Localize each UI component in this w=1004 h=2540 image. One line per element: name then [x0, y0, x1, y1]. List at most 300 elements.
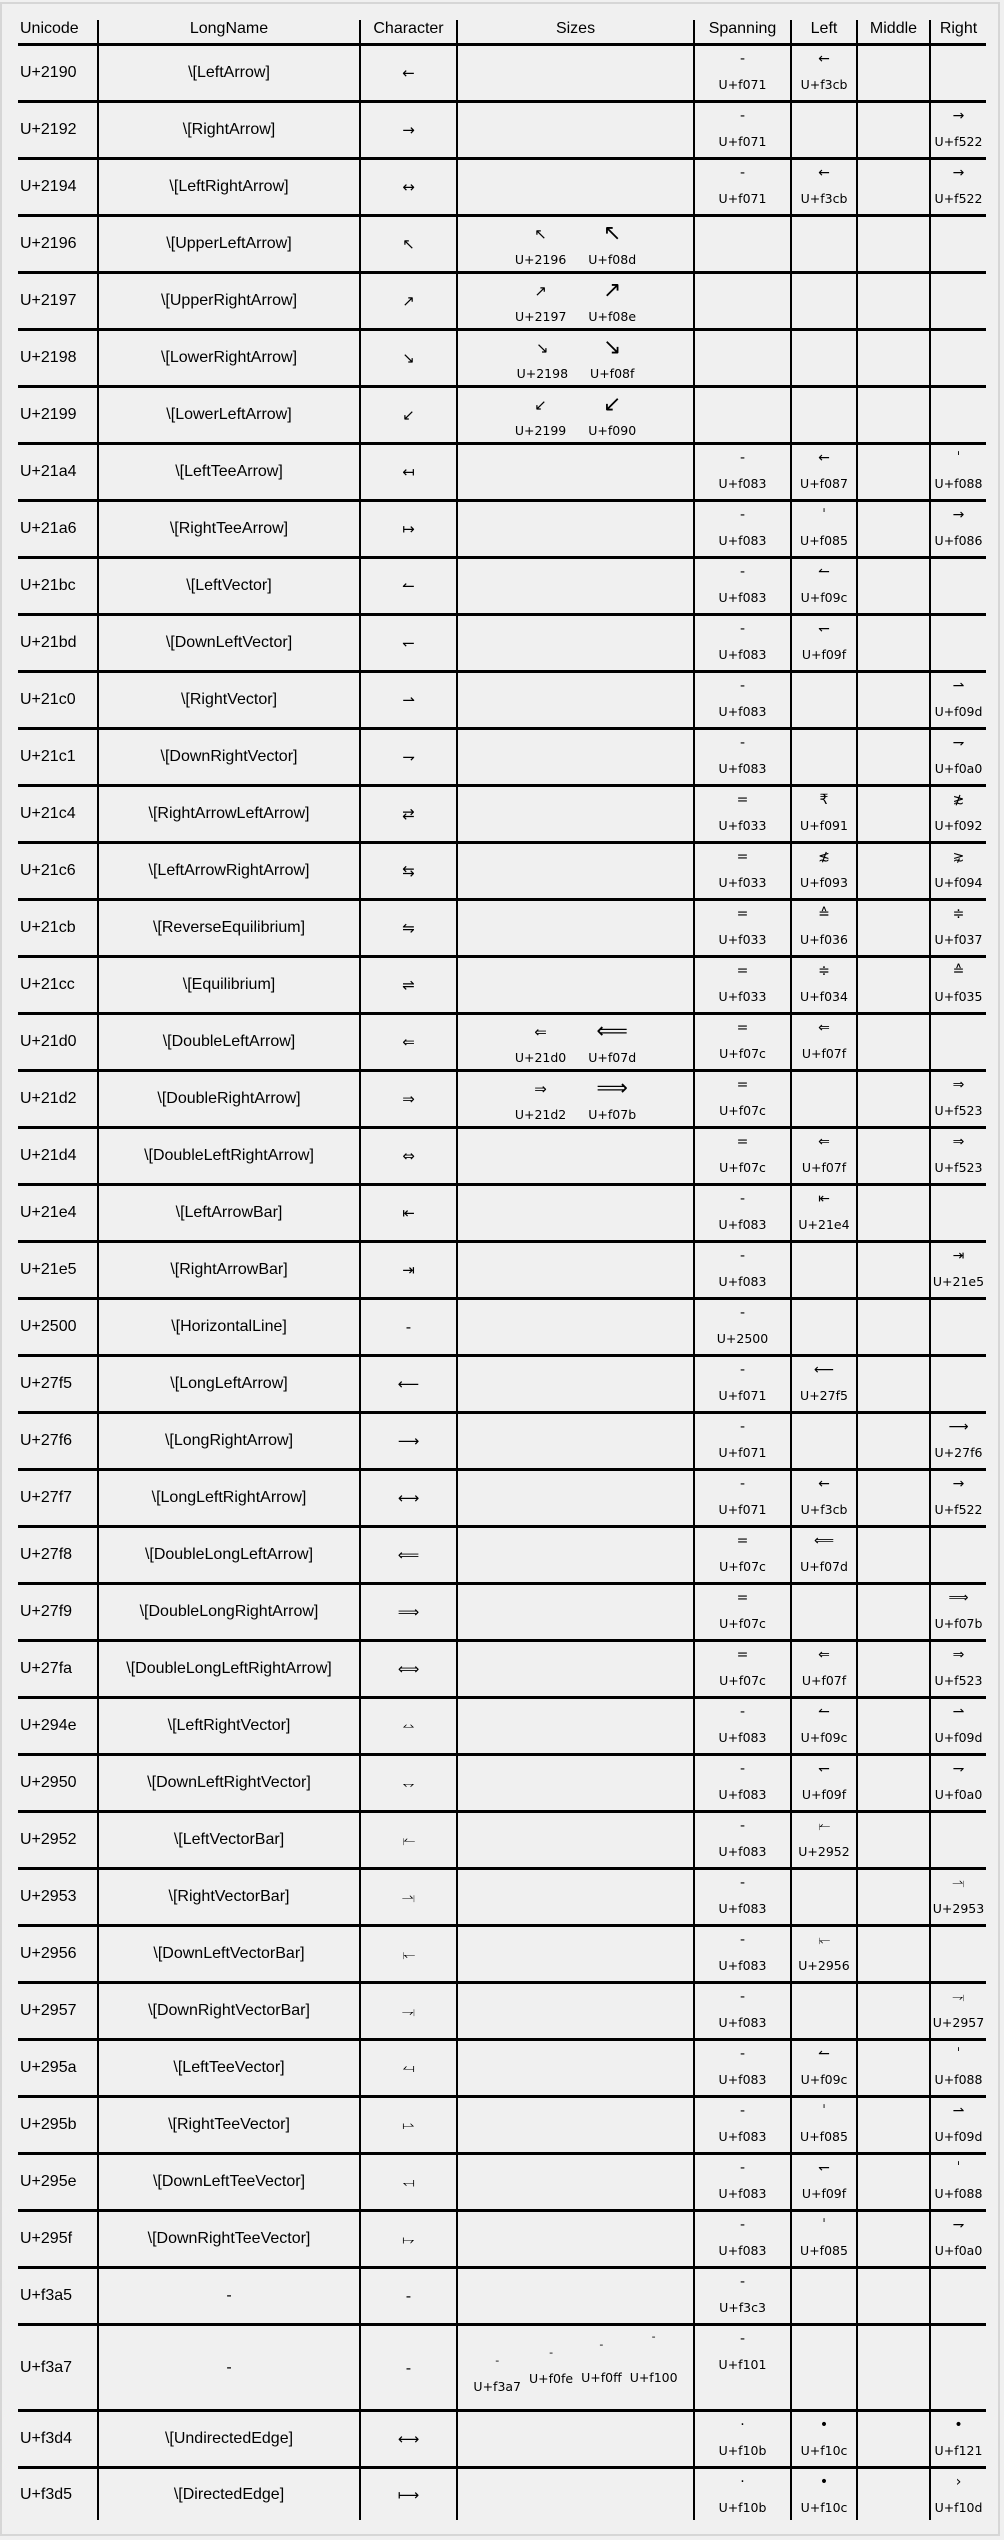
size-variant-code: U+f07d	[588, 1050, 637, 1065]
left-cell-glyph: ←	[818, 165, 830, 181]
spanning-cell	[693, 1129, 790, 1183]
longname-cell: \[DownLeftVectorBar]	[97, 1927, 359, 1981]
right-cell	[929, 1984, 986, 2038]
unicode-cell: U+295b	[20, 2116, 77, 2133]
middle-cell	[856, 787, 929, 841]
character-glyph: ⇒	[402, 1090, 415, 1108]
character-cell	[359, 103, 456, 157]
longname-cell: \[DoubleLeftArrow]	[97, 1015, 359, 1069]
sizes-cell	[456, 160, 693, 214]
character-cell	[359, 2098, 456, 2152]
spanning-cell-glyph: =	[736, 792, 749, 808]
middle-cell	[856, 1471, 929, 1525]
longname-cell: \[RightTeeVector]	[97, 2098, 359, 2152]
longname-cell: \[DoubleLongLeftArrow]	[97, 1528, 359, 1582]
spanning-cell	[693, 388, 790, 442]
unicode-cell: U+295e	[20, 2173, 77, 2190]
size-variant-glyph: -	[549, 2346, 554, 2359]
table-row	[18, 1243, 986, 1300]
right-cell	[929, 2212, 986, 2266]
left-cell-glyph: ←	[818, 450, 830, 466]
left-cell-code: U+f07f	[801, 1673, 847, 1688]
header-spanning: Spanning	[693, 20, 790, 43]
left-cell	[790, 1471, 856, 1525]
right-cell	[929, 1072, 986, 1126]
size-variant-code: U+f0ff	[581, 2370, 622, 2385]
right-cell	[929, 616, 986, 670]
size-variant	[588, 1019, 636, 1065]
right-cell-code: U+f10d	[934, 2500, 983, 2515]
character-cell	[359, 1528, 456, 1582]
left-cell	[790, 1129, 856, 1183]
table-row	[18, 46, 986, 103]
character-cell	[359, 1870, 456, 1924]
left-cell	[790, 388, 856, 442]
table-row	[18, 1927, 986, 1984]
left-cell	[790, 502, 856, 556]
left-cell	[790, 673, 856, 727]
character-cell	[359, 1699, 456, 1753]
size-variant-code: U+21d0	[514, 1050, 567, 1065]
spanning-cell-glyph: ·	[740, 2417, 745, 2433]
longname-cell: \[LongLeftArrow]	[97, 1357, 359, 1411]
sizes-cell	[456, 1129, 693, 1183]
right-cell	[929, 331, 986, 385]
right-cell-glyph: ≑	[952, 906, 965, 922]
character-cell	[359, 445, 456, 499]
right-cell-glyph: →	[952, 165, 965, 181]
character-cell	[359, 1357, 456, 1411]
longname-cell: \[DownLeftRightVector]	[97, 1756, 359, 1810]
spanning-cell-glyph: -	[739, 165, 746, 181]
longname-cell: \[LeftVectorBar]	[97, 1813, 359, 1867]
unicode-cell: U+21a4	[20, 463, 77, 480]
middle-cell	[856, 1300, 929, 1354]
character-cell	[359, 502, 456, 556]
character-glyph: ←	[402, 64, 415, 82]
spanning-cell	[693, 1471, 790, 1525]
right-cell	[929, 559, 986, 613]
table-row	[18, 217, 986, 274]
middle-cell	[856, 1186, 929, 1240]
character-glyph: ⇌	[402, 976, 415, 994]
longname-cell: \[RightTeeArrow]	[97, 502, 359, 556]
size-variant-glyph: ↘	[536, 339, 549, 357]
table-row	[18, 1585, 986, 1642]
spanning-cell-code: U+f083	[718, 2072, 767, 2087]
right-cell	[929, 1357, 986, 1411]
left-cell	[790, 103, 856, 157]
character-cell	[359, 1585, 456, 1639]
character-glyph: ⟵	[397, 1375, 420, 1393]
table-row	[18, 331, 986, 388]
middle-cell	[856, 616, 929, 670]
spanning-cell-code: U+f083	[718, 647, 767, 662]
middle-cell	[856, 1984, 929, 2038]
sizes-cell	[456, 1300, 693, 1354]
sizes-cell	[456, 2469, 693, 2520]
spanning-cell-glyph: =	[736, 1077, 749, 1093]
size-variant-code: U+f090	[588, 423, 637, 438]
right-cell	[929, 844, 986, 898]
spanning-cell	[693, 1984, 790, 2038]
longname-cell: \[LeftRightVector]	[97, 1699, 359, 1753]
left-cell-code: U+f036	[800, 932, 848, 947]
spanning-cell-glyph: -	[739, 621, 746, 637]
spanning-cell-glyph: -	[739, 1419, 746, 1435]
longname-cell: \[LeftArrowRightArrow]	[97, 844, 359, 898]
sizes-cell	[456, 730, 693, 784]
left-cell	[790, 730, 856, 784]
size-variant	[515, 221, 566, 267]
sizes-cell	[456, 274, 693, 328]
spanning-cell	[693, 787, 790, 841]
table-header-row	[18, 20, 986, 46]
character-glyph: -	[405, 2358, 412, 2377]
spanning-cell-code: U+f033	[718, 989, 767, 1004]
unicode-cell: U+294e	[20, 1717, 77, 1734]
character-cell	[359, 2041, 456, 2095]
spanning-cell-glyph: =	[736, 849, 749, 865]
unicode-cell: U+f3d4	[20, 2430, 73, 2447]
table-row	[18, 1357, 986, 1414]
character-cell	[359, 844, 456, 898]
longname-cell: \[RightArrowBar]	[97, 1243, 359, 1297]
right-cell	[929, 2155, 986, 2209]
spanning-cell	[693, 1414, 790, 1468]
header-left: Left	[790, 20, 856, 43]
spanning-cell-code: U+f083	[718, 1787, 767, 1802]
right-cell-code: U+21e5	[932, 1274, 985, 1289]
left-cell-code: U+f07f	[801, 1046, 847, 1061]
spanning-cell	[693, 2326, 790, 2409]
spanning-cell-code: U+f101	[718, 2357, 767, 2372]
right-cell-code: U+f0a0	[934, 1787, 983, 1802]
spanning-cell	[693, 1756, 790, 1810]
unicode-cell: U+21d4	[20, 1147, 77, 1164]
character-glyph: ↔	[402, 178, 415, 196]
spanning-cell-code: U+f083	[718, 2186, 767, 2201]
unicode-cell: U+2500	[20, 1318, 77, 1335]
left-cell	[790, 2041, 856, 2095]
right-cell-code: U+f092	[934, 818, 983, 833]
unicode-cell: U+2198	[20, 349, 77, 366]
middle-cell	[856, 1585, 929, 1639]
spanning-cell-glyph: -	[739, 1818, 746, 1834]
size-variant-glyph: ↗	[534, 282, 547, 300]
character-glyph: ⇋	[402, 919, 415, 937]
character-cell	[359, 901, 456, 955]
right-cell	[929, 1243, 986, 1297]
character-glyph: ↗	[402, 292, 415, 310]
right-cell	[929, 1471, 986, 1525]
longname-cell: \[DownLeftTeeVector]	[97, 2155, 359, 2209]
unicode-cell: U+27fa	[20, 1660, 73, 1677]
character-cell	[359, 616, 456, 670]
unicode-cell: U+21cc	[20, 976, 75, 993]
spanning-cell-code: U+f07c	[719, 1616, 766, 1631]
left-cell-glyph: ←	[818, 1476, 830, 1492]
size-variant	[473, 2348, 521, 2394]
unicode-cell: U+21c4	[20, 805, 76, 822]
sizes-cell	[456, 2041, 693, 2095]
middle-cell	[856, 1927, 929, 1981]
spanning-cell	[693, 445, 790, 499]
left-cell-code: U+2952	[798, 1844, 850, 1859]
left-cell-glyph: ↽	[818, 2160, 830, 2176]
unicode-cell: U+2194	[20, 178, 77, 195]
longname-cell: \[DownLeftVector]	[97, 616, 359, 670]
size-variant	[515, 1019, 566, 1065]
left-cell-code: U+f087	[800, 476, 848, 491]
right-cell-code: U+f035	[934, 989, 983, 1004]
right-cell	[929, 2269, 986, 2323]
character-cell	[359, 388, 456, 442]
left-cell	[790, 2412, 856, 2466]
sizes-cell	[456, 2212, 693, 2266]
character-cell	[359, 1756, 456, 1810]
character-glyph: ⥗	[401, 2002, 416, 2020]
middle-cell	[856, 160, 929, 214]
character-glyph: ⇀	[402, 691, 415, 709]
middle-cell	[856, 2155, 929, 2209]
middle-cell	[856, 901, 929, 955]
spanning-cell	[693, 46, 790, 100]
table-row	[18, 1528, 986, 1585]
character-cell	[359, 1072, 456, 1126]
right-cell	[929, 388, 986, 442]
spanning-cell-glyph: -	[739, 1932, 746, 1948]
right-cell	[929, 46, 986, 100]
unicode-cell: U+2190	[20, 64, 77, 81]
unicode-cell: U+21c1	[20, 748, 76, 765]
longname-cell: \[DoubleLeftRightArrow]	[97, 1129, 359, 1183]
longname-cell: \[DoubleRightArrow]	[97, 1072, 359, 1126]
right-cell-code: U+f523	[934, 1103, 983, 1118]
left-cell	[790, 958, 856, 1012]
spanning-cell	[693, 1186, 790, 1240]
spanning-cell-code: U+f071	[718, 77, 767, 92]
header-sizes: Sizes	[456, 20, 693, 43]
left-cell-code: U+f07f	[801, 1160, 847, 1175]
sizes-cell	[456, 1813, 693, 1867]
sizes-cell	[456, 217, 693, 271]
table-row	[18, 1756, 986, 1813]
longname-cell: \[RightArrowLeftArrow]	[97, 787, 359, 841]
right-cell	[929, 901, 986, 955]
right-cell-glyph: ˈ	[956, 450, 961, 466]
spanning-cell	[693, 958, 790, 1012]
spanning-cell-glyph: -	[739, 1191, 746, 1207]
middle-cell	[856, 1015, 929, 1069]
sizes-cell	[456, 1642, 693, 1696]
header-character: Character	[359, 20, 456, 43]
character-cell	[359, 1642, 456, 1696]
right-cell-code: U+f037	[934, 932, 983, 947]
table-row	[18, 2041, 986, 2098]
longname-cell: \[LowerRightArrow]	[97, 331, 359, 385]
spanning-cell-glyph: -	[739, 1248, 746, 1264]
header-right: Right	[929, 20, 986, 43]
left-cell	[790, 1585, 856, 1639]
left-cell-glyph: ⇤	[818, 1191, 830, 1207]
size-variant-code: U+21d2	[514, 1107, 567, 1122]
size-variant-code: U+f08e	[588, 309, 637, 324]
left-cell	[790, 1414, 856, 1468]
unicode-cell: U+f3a5	[20, 2287, 73, 2304]
right-cell-glyph: ⇥	[952, 1248, 965, 1264]
middle-cell	[856, 2326, 929, 2409]
spanning-cell-glyph: -	[739, 1362, 746, 1378]
left-cell	[790, 844, 856, 898]
spanning-cell	[693, 1072, 790, 1126]
character-glyph: ↤	[402, 463, 415, 481]
sizes-cell	[456, 2326, 693, 2409]
unicode-cell: U+21c0	[20, 691, 76, 708]
character-glyph: ⇐	[402, 1033, 415, 1051]
spanning-cell-code: U+f083	[718, 1958, 767, 1973]
middle-cell	[856, 1756, 929, 1810]
table-row	[18, 2269, 986, 2326]
left-cell-code: U+f07d	[800, 1559, 848, 1574]
spanning-cell-glyph: -	[739, 1476, 746, 1492]
sizes-cell	[456, 46, 693, 100]
size-variant	[515, 278, 566, 324]
left-cell	[790, 1072, 856, 1126]
spanning-cell-code: U+f083	[718, 761, 767, 776]
right-cell-glyph: •	[954, 2417, 963, 2433]
character-cell	[359, 1927, 456, 1981]
sizes-cell	[456, 1528, 693, 1582]
middle-cell	[856, 388, 929, 442]
left-cell-code: U+f09f	[801, 2186, 847, 2201]
unicode-cell: U+2952	[20, 1831, 77, 1848]
right-cell-code: U+f094	[934, 875, 983, 890]
left-cell-code: U+f10c	[800, 2443, 848, 2458]
right-cell-glyph: →	[952, 1476, 965, 1492]
character-cell	[359, 958, 456, 1012]
right-cell	[929, 673, 986, 727]
longname-cell: \[LowerLeftArrow]	[97, 388, 359, 442]
left-cell	[790, 46, 856, 100]
table-row	[18, 1129, 986, 1186]
character-cell	[359, 1813, 456, 1867]
character-cell	[359, 787, 456, 841]
size-variant-glyph: -	[651, 2330, 656, 2343]
middle-cell	[856, 103, 929, 157]
right-cell-glyph: ⇒	[952, 1077, 965, 1093]
character-glyph: ⥟	[402, 2230, 415, 2248]
size-variant	[590, 335, 634, 381]
unicode-cell: U+2956	[20, 1945, 77, 1962]
right-cell	[929, 1528, 986, 1582]
right-cell	[929, 1756, 986, 1810]
unicode-cell: U+295a	[20, 2059, 77, 2076]
character-cell	[359, 673, 456, 727]
header-unicode: Unicode	[20, 20, 79, 37]
character-cell	[359, 1300, 456, 1354]
unicode-cell: U+f3d5	[20, 2485, 73, 2503]
left-cell-code: U+27f5	[800, 1388, 848, 1403]
left-cell-glyph: •	[819, 2417, 829, 2433]
right-cell-glyph: ⋧	[952, 849, 965, 865]
left-cell	[790, 445, 856, 499]
left-cell-glyph: ↼	[818, 1704, 830, 1720]
middle-cell	[856, 46, 929, 100]
longname-cell: \[UpperRightArrow]	[97, 274, 359, 328]
spanning-cell	[693, 1813, 790, 1867]
left-cell-code: U+f085	[800, 533, 848, 548]
right-cell	[929, 1414, 986, 1468]
spanning-cell-glyph: -	[739, 678, 746, 694]
table-row	[18, 673, 986, 730]
right-cell	[929, 1813, 986, 1867]
left-cell-glyph: ←	[818, 51, 830, 67]
right-cell-glyph: ⇀	[952, 2103, 965, 2119]
sizes-cell	[456, 958, 693, 1012]
unicode-cell: U+27f5	[20, 1375, 73, 1392]
middle-cell	[856, 2469, 929, 2520]
longname-cell: \[DoubleLongLeftRightArrow]	[97, 1642, 359, 1696]
table-row	[18, 1300, 986, 1357]
right-cell-code: U+f086	[934, 533, 983, 548]
spanning-cell	[693, 901, 790, 955]
unicode-cell: U+2192	[20, 121, 77, 138]
right-cell-glyph: ⇁	[952, 735, 965, 751]
right-cell-glyph: ›	[955, 2474, 962, 2490]
spanning-cell-glyph: -	[739, 1761, 746, 1777]
longname-cell: \[UndirectedEdge]	[97, 2412, 359, 2466]
spanning-cell	[693, 1585, 790, 1639]
longname-cell: \[LeftRightArrow]	[97, 160, 359, 214]
sizes-cell	[456, 1870, 693, 1924]
left-cell	[790, 616, 856, 670]
character-glyph: -	[405, 1318, 412, 1336]
right-cell	[929, 730, 986, 784]
size-variant	[515, 392, 566, 438]
spanning-cell	[693, 730, 790, 784]
table-row	[18, 1414, 986, 1471]
spanning-cell-glyph: -	[739, 450, 746, 466]
spanning-cell-code: U+f083	[718, 1217, 767, 1232]
character-glyph: ↼	[402, 577, 415, 595]
right-cell-code: U+2953	[932, 1901, 985, 1916]
left-cell-glyph: ⟸	[813, 1533, 835, 1549]
longname-cell: \[ReverseEquilibrium]	[97, 901, 359, 955]
left-cell-code: U+f09f	[801, 647, 847, 662]
right-cell	[929, 274, 986, 328]
spanning-cell-glyph: -	[739, 1305, 746, 1321]
spanning-cell-code: U+f083	[718, 590, 767, 605]
left-cell-code: U+f09c	[800, 590, 848, 605]
table-row	[18, 616, 986, 673]
spanning-cell	[693, 1015, 790, 1069]
left-cell	[790, 1870, 856, 1924]
right-cell-code: U+f088	[934, 2072, 983, 2087]
left-cell	[790, 2212, 856, 2266]
middle-cell	[856, 331, 929, 385]
sizes-cell	[456, 103, 693, 157]
character-glyph: ⟹	[397, 1603, 420, 1621]
middle-cell	[856, 1243, 929, 1297]
character-glyph: ⥚	[402, 2059, 415, 2077]
table-row	[18, 901, 986, 958]
size-variant-code: U+2196	[514, 252, 567, 267]
right-cell-glyph: ⇀	[952, 1704, 965, 1720]
character-cell	[359, 1015, 456, 1069]
right-cell	[929, 2041, 986, 2095]
spanning-cell-code: U+f07c	[719, 1103, 766, 1118]
